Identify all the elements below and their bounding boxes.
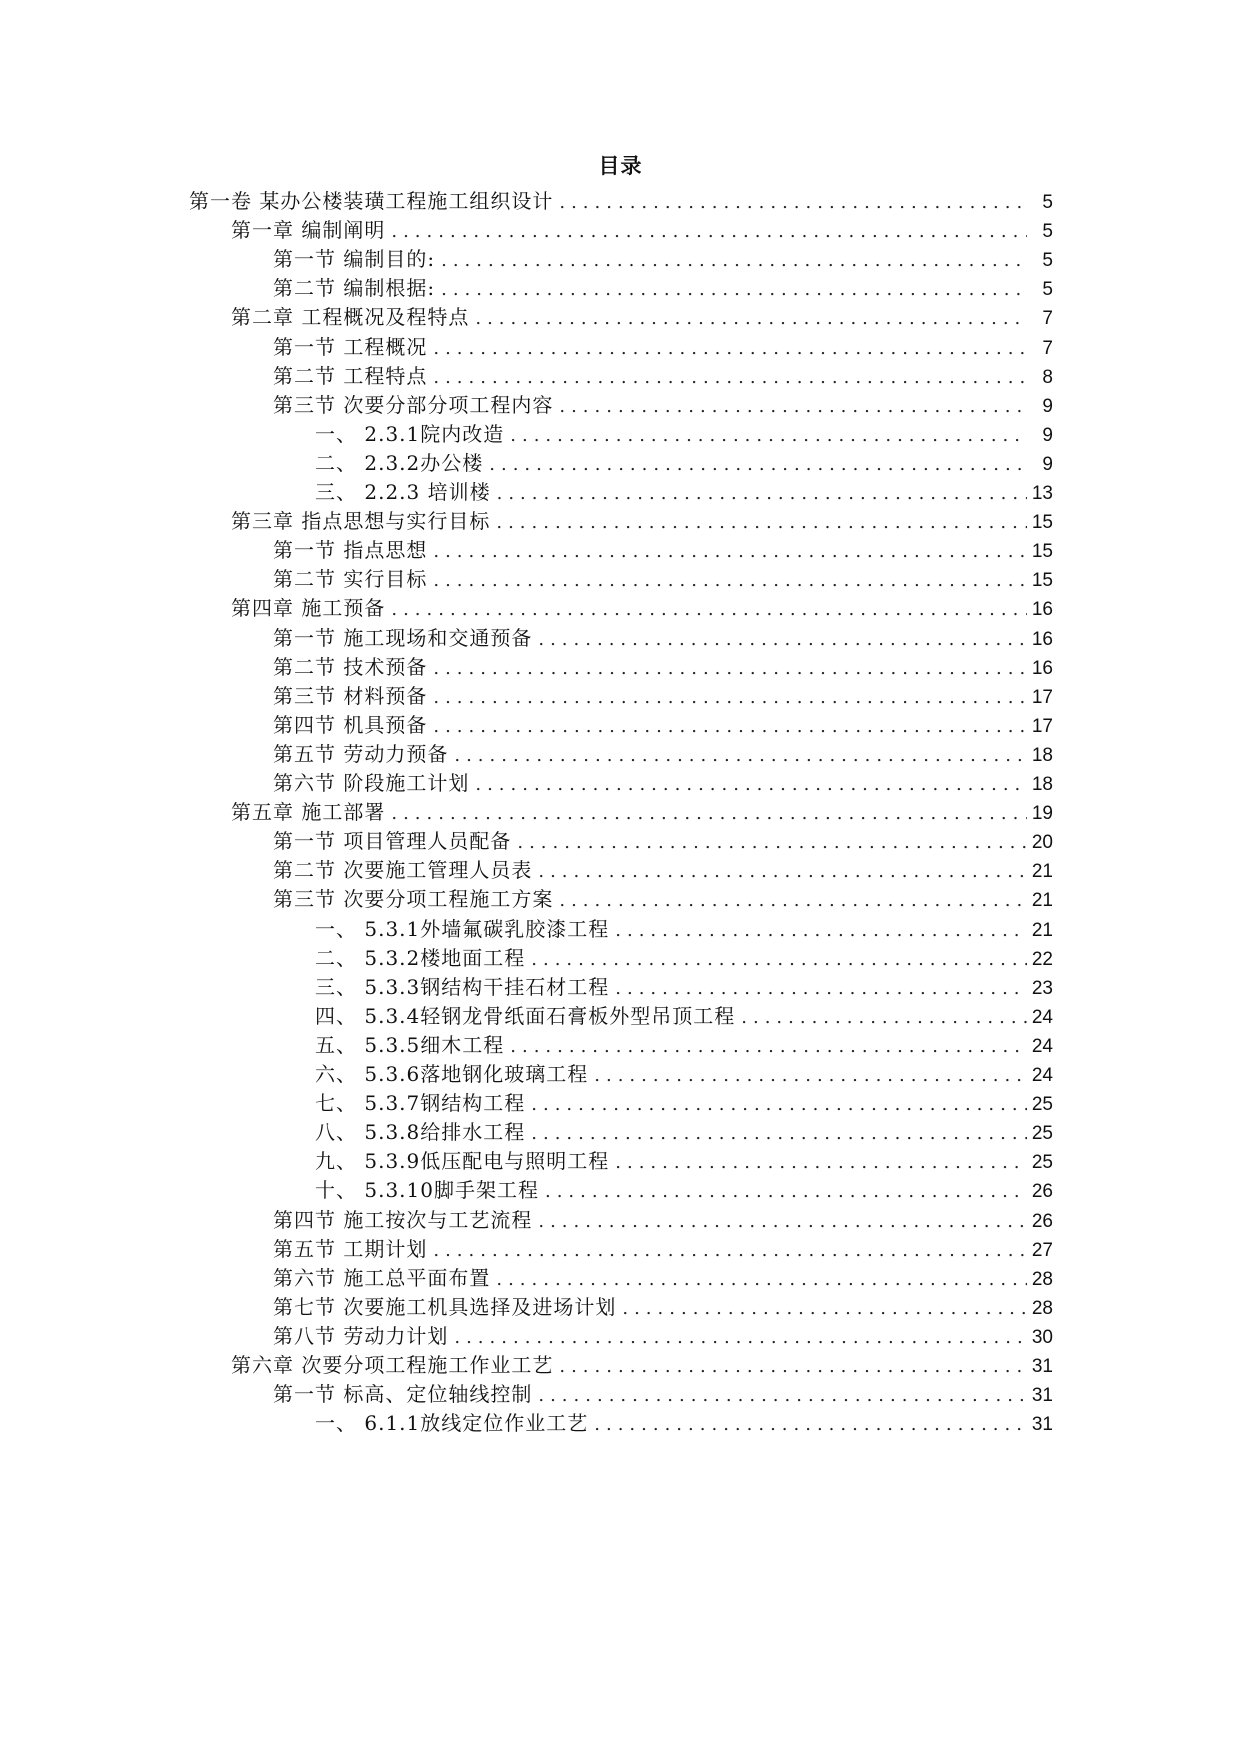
toc-entry-text: 第一章 编制阐明 <box>231 218 386 243</box>
toc-page-number: 17 <box>1031 686 1053 708</box>
toc-entry[interactable] <box>315 942 1053 974</box>
toc-entry-text: 第五章 施工部署 <box>231 800 386 825</box>
toc-entry[interactable] <box>273 1320 1053 1352</box>
toc-entry-text: 第一节 标高、定位轴线控制 <box>273 1382 533 1407</box>
toc-page-number: 25 <box>1031 1152 1053 1174</box>
toc-entry[interactable] <box>273 360 1053 392</box>
toc-entry[interactable] <box>315 447 1053 479</box>
toc-entry[interactable] <box>273 563 1053 595</box>
toc-entry-text: 第一卷 某办公楼装璜工程施工组织设计 <box>189 189 554 213</box>
toc-entry-text: 第三节 次要分项工程施工方案 <box>273 887 554 912</box>
toc-entry-text: 六、 5.3.6落地钢化玻璃工程 <box>315 1062 589 1086</box>
toc-entry[interactable] <box>189 185 1053 217</box>
toc-entry[interactable] <box>315 476 1053 508</box>
toc-page-number: 19 <box>1031 803 1053 825</box>
toc-page-number: 15 <box>1031 541 1053 563</box>
toc-page-number: 28 <box>1031 1268 1053 1290</box>
toc-entry[interactable] <box>231 1349 1053 1381</box>
toc-page-number: 24 <box>1031 1065 1053 1086</box>
toc-entry[interactable] <box>273 709 1053 741</box>
toc-entry-text: 一、 6.1.1放线定位作业工艺 <box>315 1411 589 1436</box>
toc-page-number: 31 <box>1031 1414 1053 1436</box>
toc-entry[interactable] <box>273 1233 1053 1265</box>
toc-page-number: 24 <box>1031 1035 1053 1057</box>
toc-entry-text: 第五节 工期计划 <box>273 1236 428 1261</box>
toc-entry[interactable] <box>231 505 1053 537</box>
toc-entry-text: 第一节 工程概况 <box>273 334 428 359</box>
toc-entry[interactable] <box>315 1145 1053 1177</box>
toc-entry[interactable] <box>315 971 1053 1003</box>
toc-page-number: 31 <box>1031 1385 1053 1407</box>
toc-page-number: 5 <box>1042 250 1053 272</box>
toc-entry[interactable] <box>273 738 1053 770</box>
toc-entry-text: 第四节 施工按次与工艺流程 <box>273 1207 533 1232</box>
toc-entry[interactable] <box>273 243 1053 275</box>
toc-entry-text: 第三节 材料预备 <box>273 683 428 708</box>
toc-entry-text: 第一节 指点思想 <box>273 538 428 563</box>
toc-entry[interactable] <box>315 1116 1053 1148</box>
toc-entry[interactable] <box>315 1174 1053 1206</box>
toc-page-number: 18 <box>1031 774 1053 795</box>
toc-entry[interactable] <box>273 854 1053 886</box>
toc-page-number: 9 <box>1042 395 1053 417</box>
toc-page-number: 15 <box>1031 512 1053 534</box>
toc-entry-text: 第五节 劳动力预备 <box>273 741 449 766</box>
toc-entry[interactable] <box>273 1204 1053 1236</box>
toc-entry-text: 第四节 机具预备 <box>273 712 428 737</box>
toc-page-number: 7 <box>1042 308 1053 330</box>
toc-page-number: 21 <box>1031 890 1053 912</box>
toc-entry-text: 二、 2.3.2办公楼 <box>315 450 484 475</box>
toc-entry[interactable] <box>273 825 1053 857</box>
toc-entry-text: 三、 2.2.3 培训楼 <box>315 480 491 504</box>
toc-entry-text: 第四章 施工预备 <box>231 596 386 621</box>
toc-entry-text: 第二节 次要施工管理人员表 <box>273 858 533 883</box>
toc-entry-text: 第一节 施工现场和交通预备 <box>273 625 533 650</box>
toc-page-number: 18 <box>1031 744 1053 766</box>
toc-entry-text: 三、 5.3.3钢结构干挂石材工程 <box>315 974 610 999</box>
toc-page-number: 27 <box>1031 1239 1053 1261</box>
toc-entry-text: 十、 5.3.10脚手架工程 <box>315 1178 539 1203</box>
toc-entry[interactable] <box>273 651 1053 683</box>
toc-page-number: 15 <box>1031 570 1053 592</box>
toc-page-number: 7 <box>1042 337 1053 359</box>
toc-entry[interactable] <box>273 680 1053 712</box>
toc-entry-text: 九、 5.3.9低压配电与照明工程 <box>315 1149 610 1174</box>
toc-entry[interactable] <box>273 1291 1053 1323</box>
toc-page-number: 5 <box>1042 221 1053 243</box>
toc-page-number: 21 <box>1031 919 1053 941</box>
toc-page-number: 25 <box>1031 1123 1053 1145</box>
toc-entry[interactable] <box>315 913 1053 945</box>
toc-page-number: 9 <box>1042 453 1053 475</box>
toc-entry-text: 第二节 工程特点 <box>273 363 428 388</box>
toc-entry[interactable] <box>273 622 1053 654</box>
toc-entry[interactable] <box>273 389 1053 421</box>
toc-page-number: 25 <box>1031 1094 1053 1116</box>
toc-entry-text: 第一节 编制目的: <box>273 247 436 272</box>
toc-entry-text: 第二节 实行目标 <box>273 567 428 592</box>
toc-page-number: 5 <box>1042 192 1053 213</box>
toc-entry[interactable] <box>315 1087 1053 1119</box>
toc-page-number: 20 <box>1031 832 1053 854</box>
toc-entry[interactable] <box>315 1029 1053 1061</box>
toc-page-number: 24 <box>1031 1006 1053 1028</box>
toc-entry[interactable] <box>273 767 1053 799</box>
toc-page-number: 16 <box>1031 657 1053 679</box>
toc-entry-text: 第六节 施工总平面布置 <box>273 1265 491 1290</box>
toc-dot-leader <box>594 1409 1027 1441</box>
toc-title: 目录 <box>598 153 643 178</box>
toc-entry-text: 四、 5.3.4轻钢龙骨纸面石膏板外型吊顶工程 <box>315 1003 736 1028</box>
toc-entry[interactable] <box>231 592 1053 624</box>
toc-entry[interactable] <box>315 1058 1053 1090</box>
toc-entry[interactable] <box>273 534 1053 566</box>
toc-entry-text: 第一节 项目管理人员配备 <box>273 829 512 854</box>
toc-page-number: 17 <box>1031 715 1053 737</box>
toc-page-number: 5 <box>1042 279 1053 301</box>
toc-entry[interactable] <box>315 1407 1053 1439</box>
toc-entry[interactable] <box>273 883 1053 915</box>
toc-page-number: 21 <box>1031 861 1053 883</box>
toc-entry[interactable] <box>315 1000 1053 1032</box>
toc-page-number: 9 <box>1042 424 1053 446</box>
toc-entry-text: 一、 5.3.1外墙氟碳乳胶漆工程 <box>315 916 610 941</box>
toc-entry-text: 第二节 技术预备 <box>273 654 428 679</box>
toc-entry-text: 二、 5.3.2楼地面工程 <box>315 945 526 970</box>
toc-entry-text: 七、 5.3.7钢结构工程 <box>315 1091 526 1116</box>
toc-entry[interactable] <box>273 1262 1053 1294</box>
toc-page-number: 26 <box>1031 1181 1053 1203</box>
toc-page-number: 28 <box>1031 1297 1053 1319</box>
toc-entry-text: 第二章 工程概况及程特点 <box>231 305 470 330</box>
toc-page-number: 16 <box>1031 599 1053 621</box>
toc-entry[interactable] <box>231 214 1053 246</box>
toc-page-number: 22 <box>1031 948 1053 970</box>
toc-entry[interactable] <box>273 272 1053 304</box>
toc-entry-text: 第六节 阶段施工计划 <box>273 771 470 795</box>
toc-entry-text: 第三章 指点思想与实行目标 <box>231 509 491 534</box>
toc-page-number: 26 <box>1031 1210 1053 1232</box>
toc-entry-text: 第七节 次要施工机具选择及进场计划 <box>273 1294 617 1319</box>
toc-entry[interactable] <box>273 1378 1053 1410</box>
toc-entry[interactable] <box>231 301 1053 333</box>
toc-entry-text: 第二节 编制根据: <box>273 276 436 301</box>
toc-page-number: 8 <box>1042 366 1053 388</box>
toc-page-number: 23 <box>1031 977 1053 999</box>
toc-page-number: 16 <box>1031 628 1053 650</box>
toc-entry-text: 第三节 次要分部分项工程内容 <box>273 392 554 417</box>
toc-entry[interactable] <box>273 331 1053 363</box>
toc-page-number: 30 <box>1031 1326 1053 1348</box>
toc-page-number: 13 <box>1031 483 1053 504</box>
toc-entry-text: 八、 5.3.8给排水工程 <box>315 1120 526 1145</box>
toc-page-number: 31 <box>1031 1356 1053 1377</box>
toc-entry[interactable] <box>315 418 1053 450</box>
toc-entry-text: 五、 5.3.5细木工程 <box>315 1032 505 1057</box>
toc-entry[interactable] <box>231 796 1053 828</box>
toc-entry-text: 第八节 劳动力计划 <box>273 1323 449 1348</box>
toc-entry-text: 第六章 次要分项工程施工作业工艺 <box>231 1353 554 1377</box>
toc-entry-text: 一、 2.3.1院内改造 <box>315 421 505 446</box>
